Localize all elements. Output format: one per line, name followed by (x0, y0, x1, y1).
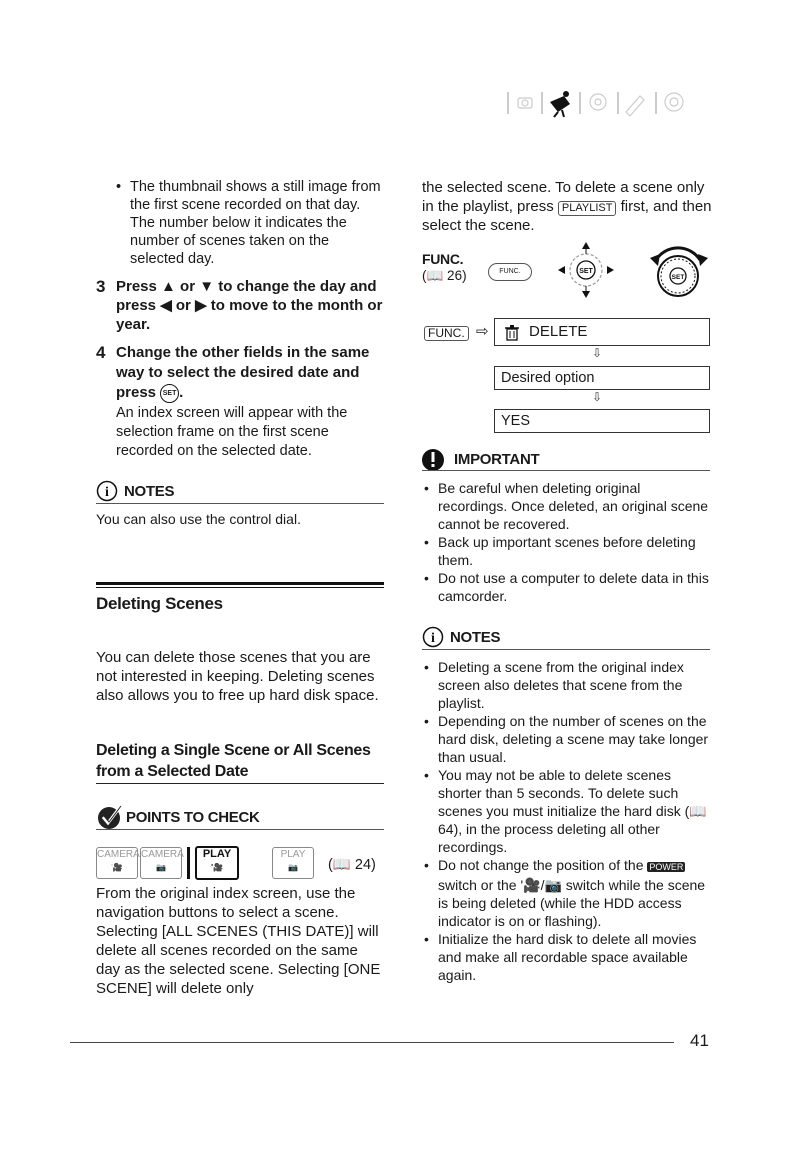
important-list (422, 479, 710, 605)
mode-tab-sub: 📷 (156, 863, 166, 872)
power-bullet-end: switch or the '🎥/📷 switch while the scene is being deleted (while the HDD access indicator is on or flashing). (438, 877, 706, 929)
important-rule (422, 470, 710, 471)
list-item: • Initialize the hard disk to delete all movies and make all recordable space available again. (422, 930, 710, 984)
notes-title: NOTES (450, 629, 501, 646)
step-text-end: . (179, 384, 184, 401)
func-ref: (📖 26) (422, 268, 467, 283)
intro-bullet-list (114, 178, 386, 268)
notes-title: NOTES (124, 483, 175, 500)
step-4 (96, 343, 386, 461)
info-icon (422, 626, 444, 648)
list-item: • Back up important scenes before deleting them. (422, 533, 710, 569)
mode-tab-label: CAMERA (97, 849, 140, 860)
mode-strip-graphic (506, 86, 706, 118)
points-to-check-heading (96, 803, 386, 831)
mode-tab-camera-photo (140, 847, 182, 879)
info-icon (96, 480, 118, 502)
svg-text:SET: SET (671, 274, 685, 281)
notes-heading-1 (96, 480, 386, 504)
set-button-icon: SET (160, 384, 179, 403)
step-description: An index screen will appear with the selection frame on the first scene recorded on the selected date. (116, 405, 348, 459)
trash-icon (505, 324, 519, 340)
list-item: • Be careful when deleting original recordings. Once deleted, an original scene cannot be recovered. (422, 479, 710, 533)
func-key: FUNC. (424, 326, 469, 341)
points-rule (96, 829, 384, 830)
important-title: IMPORTANT (454, 451, 540, 468)
list-item: • Depending on the number of scenes on the hard disk, deleting a scene may take longer than usual. (422, 712, 710, 766)
photo-faded-icon (590, 94, 606, 110)
flow-yes-box: YES (494, 409, 710, 433)
movie-camera-icon (550, 91, 570, 117)
page-number: 41 (690, 1031, 709, 1050)
mode-tab-sub: '🎥 (211, 863, 223, 872)
power-switch-label: POWER (649, 862, 684, 872)
section-rule-thick (96, 582, 384, 585)
step-text: Press ▲ or ▼ to change the day and press ◀ or ▶ to move to the month or year. (116, 278, 383, 333)
list-item: • Do not use a computer to delete data in this camcorder. (422, 569, 710, 605)
section-rule-thin (96, 587, 384, 588)
mode-tab-label: PLAY (280, 849, 306, 860)
notes-rule-1 (96, 503, 384, 504)
camera-faded-icon (518, 98, 532, 108)
footer-rule (70, 1042, 674, 1043)
notes-rule-2 (422, 649, 710, 650)
list-item: • Deleting a scene from the original index screen also deletes that scene from the playlist. (422, 658, 710, 712)
flow-delete-label: DELETE (529, 323, 588, 340)
step-number: 3 (96, 277, 106, 296)
playlist-button: PLAYLIST (558, 201, 617, 216)
points-title: POINTS TO CHECK (126, 809, 260, 826)
continued-text-end: first, and then select the scene. (422, 198, 712, 234)
mode-tab-label: PLAY (202, 848, 232, 860)
delete-instructions: From the original index screen, use the navigation buttons to select a scene. Selecting [ALL SCENES (THIS DATE)] will delete all scenes recorded on the same day as the selected scene. Selecting [ONE SCENE] will delete only (96, 885, 381, 997)
section-title: Deleting Scenes (96, 594, 223, 613)
subsection-title-line: from a Selected Date (96, 763, 249, 780)
subsection-rule (96, 783, 384, 784)
list-item (422, 856, 710, 930)
subsection-title-line: Deleting a Single Scene or All Scenes (96, 742, 371, 759)
continued-text-start: the selected scene. To delete a scene only in the playlist, press (422, 179, 705, 215)
flow-down-arrow-2: ⇩ (592, 390, 603, 404)
mode-icons-strip (506, 86, 706, 118)
mode-tabs (96, 847, 396, 881)
mode-tab-label: CAMERA (141, 849, 184, 860)
step-body (116, 343, 384, 461)
func-label: FUNC. (422, 251, 464, 267)
notes-list-2 (422, 658, 710, 984)
edit-faded-icon (626, 96, 644, 116)
step-text: Change the other fields in the same way to select the desired date and press (116, 344, 370, 401)
mode-tab-play-photo (272, 847, 314, 879)
svg-text:i: i (431, 631, 435, 646)
settings-faded-icon (665, 93, 683, 111)
control-dial-icon (644, 240, 716, 302)
left-column (96, 178, 386, 461)
mode-tab-sub: 📷 (288, 863, 298, 872)
func-button-graphic: FUNC. (488, 263, 532, 281)
mode-tab-play-movie (195, 846, 239, 880)
svg-text:SET: SET (579, 268, 593, 275)
mode-tab-sub: '🎥 (111, 863, 123, 872)
subsection-title (96, 740, 371, 782)
step-number: 4 (96, 343, 106, 362)
mode-ref: (📖 24) (328, 857, 376, 873)
flow-down-arrow-1: ⇩ (592, 346, 603, 360)
checkmark-badge-icon (96, 803, 124, 831)
step-3 (96, 277, 386, 334)
power-bullet-start: Do not change the position of the (438, 857, 648, 873)
section-intro: You can delete those scenes that you are not interested in keeping. Deleting scenes also allows you to free up hard disk space. (96, 649, 379, 704)
list-item: • You may not be able to delete scenes shorter than 5 seconds. To delete such scenes you must initialize the hard disk (📖 64), in the process deleting all other recordings. (422, 766, 710, 856)
continued-text (422, 178, 712, 235)
flow-arrow: ⇨ (476, 323, 489, 340)
mode-tab-camera-movie (96, 847, 138, 879)
flow-desired-box: Desired option (494, 366, 710, 390)
flow-func-key (424, 325, 469, 341)
flow-delete-box (494, 318, 710, 346)
svg-text:i: i (105, 485, 109, 500)
notes-heading-2 (422, 626, 712, 650)
joystick-icon (556, 240, 616, 300)
list-item: • The thumbnail shows a still image from the first scene recorded on that day. The number below it indicates the number of scenes taken on the selected day. (114, 178, 386, 268)
mode-divider (187, 847, 190, 879)
notes-text-1: You can also use the control dial. (96, 511, 301, 527)
